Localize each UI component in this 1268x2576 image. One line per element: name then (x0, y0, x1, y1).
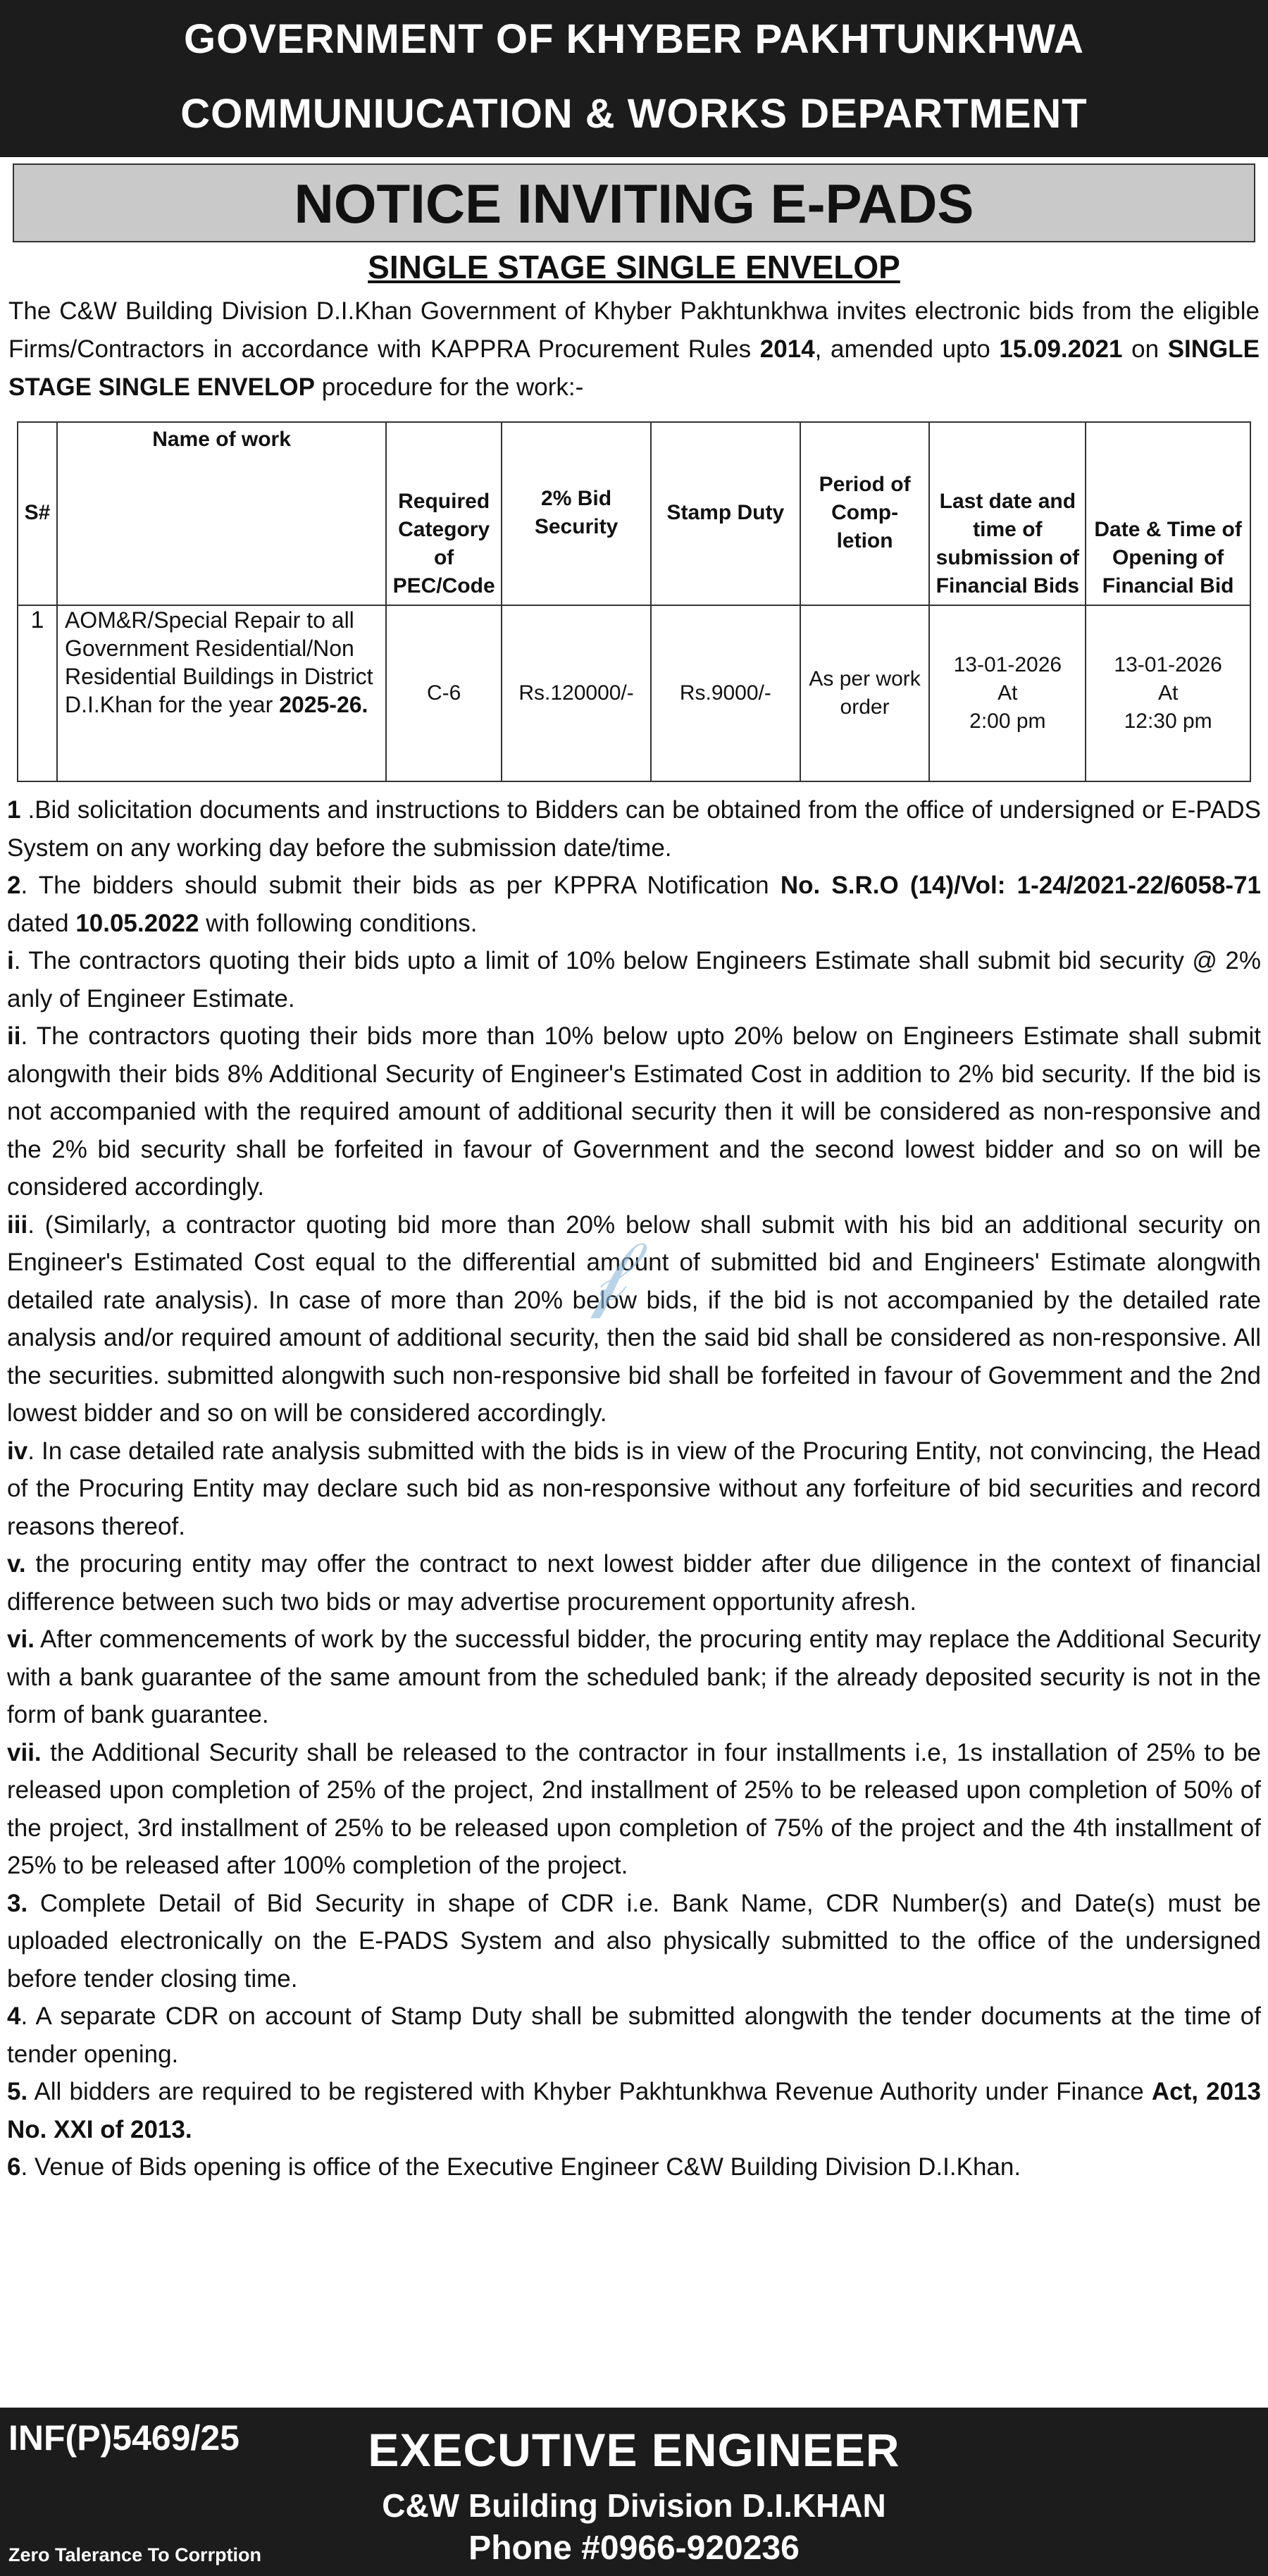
watermark-logo: 𝒻 (590, 1222, 628, 1320)
cell-opening (1086, 605, 1250, 781)
clause-number: 2 (7, 872, 21, 899)
cell-bid-security: Rs.120000/- (502, 605, 651, 781)
work-year: 2025-26. (279, 692, 368, 717)
clause-text: All bidders are required to be registered with Khyber Pakhtunkhwa Revenue Authority under Finance (27, 2078, 1152, 2105)
table-header-row (18, 422, 1250, 605)
signatory-title: EXECUTIVE ENGINEER (368, 2424, 900, 2476)
last-date: 13-01-2026 (953, 653, 1062, 676)
inf-number: INF(P)5469/25 (8, 2418, 240, 2458)
open-at: At (1157, 681, 1179, 705)
cell-category: C-6 (386, 605, 502, 781)
clause-vii (7, 1734, 1261, 1885)
clause-number: iii (7, 1210, 28, 1239)
col-header-opening: Date & Time of Opening of Financial Bid (1086, 422, 1250, 605)
clause-text: the procuring entity may offer the contract to next lowest bidder after due diligence in the context of financial difference between such two bids or may advertise procurement opportunity afresh. (7, 1550, 1261, 1616)
government-heading: GOVERNMENT OF KHYBER PAKHTUNKHWA (184, 16, 1084, 62)
clause-ii (7, 1017, 1261, 1206)
rules-year: 2014 (759, 335, 815, 363)
intro-text: procedure for the work:- (314, 373, 584, 401)
col-header-stamp-duty: Stamp Duty (651, 422, 800, 605)
clause-5 (7, 2073, 1261, 2148)
clause-number: 1 (7, 796, 21, 824)
clause-text: . In case detailed rate analysis submitted with the bids is in view of the Procuring Entity, not convincing, the Head of the Procuring Entity may declare such bid as non-responsive without any forfeiture of bid securities and record reasons thereof. (7, 1437, 1261, 1540)
col-header-bid-security: 2% Bid Security (502, 422, 651, 605)
clause-number: vi. (7, 1626, 35, 1653)
notification-ref: No. S.R.O (14)/Vol: 1-24/2021-22/6058-71 (780, 872, 1261, 899)
clause-number: v. (7, 1550, 26, 1578)
department-heading: COMMUNIUCATION & WORKS DEPARTMENT (180, 91, 1088, 137)
clause-text: . A separate CDR on account of Stamp Duty shall be submitted alongwith the tender documents at the time of tender opening. (7, 2002, 1261, 2068)
clause-number: i (7, 947, 14, 974)
clause-number: 5. (7, 2078, 28, 2105)
clause-iv (7, 1432, 1261, 1546)
clause-number: 4 (7, 2002, 21, 2030)
cell-sn: 1 (18, 605, 57, 781)
clause-text: . The bidders should submit their bids as per KPPRA Notification (20, 872, 781, 899)
clause-text: . (Similarly, a contractor quoting bid more than 20% below shall submit with his bid an additional security on Engineer's Estimated Cost equal to the differential amount of submitted bid and Engineers' Estimate alongwith detailed rate analysis). In case of more than 20% below bids, if the bid is not accompanied by the detailed rate analysis and/or required amount of additional security, then the said bid shall be considered as non-responsive. All the securities. submitted alongwith such non-responsive bid shall be forfeited in favour of Govemment and the 2nd lowest bidder and so on will be considered accordingly. (7, 1210, 1261, 1427)
clause-number: vii. (7, 1738, 42, 1766)
phone-number: Phone #0966-920236 (468, 2529, 800, 2567)
intro-paragraph (8, 292, 1260, 407)
works-table (17, 421, 1251, 782)
clause-text: . The contractors quoting their bids upto a limit of 10% below Engineers Estimate shall submit bid security @ 2% anly of Engineer Estimate. (7, 947, 1261, 1013)
slogan: Zero Talerance To Corrption (8, 2544, 262, 2565)
procedure-name: SINGLE STAGE SINGLE ENVELOP (8, 335, 1260, 401)
clause-4 (7, 1998, 1261, 2073)
clause-2 (7, 867, 1261, 942)
header-banner (0, 0, 1268, 157)
open-date: 13-01-2026 (1114, 653, 1222, 676)
clause-text: .Bid solicitation documents and instructions to Bidders can be obtained from the office of undersigned or E-PADS System on any working day before the submission date/time. (7, 796, 1261, 862)
clause-number: 6 (7, 2153, 21, 2181)
table-row (18, 605, 1250, 781)
clause-number: iv (7, 1437, 28, 1465)
open-time: 12:30 pm (1124, 710, 1212, 733)
col-header-name-of-work: Name of work (57, 422, 386, 605)
clause-vi (7, 1621, 1261, 1734)
clause-1 (7, 791, 1261, 867)
cell-period: As per work order (800, 605, 930, 781)
cell-last-date (929, 605, 1086, 781)
work-name: AOM&R/Special Repair to all Government Residential/Non Residential Buildings in District D.I.Khan for the year (64, 607, 373, 717)
clause-i (7, 942, 1261, 1017)
clause-text: Complete Detail of Bid Security in shape of CDR i.e. Bank Name, CDR Number(s) and Date(s) must be uploaded electronically on the E-PADS System and also physically submitted to the office of the undersigned before tender closing time. (7, 1889, 1261, 1993)
col-header-sn: S# (18, 422, 57, 605)
clause-number: 3. (7, 1889, 28, 1917)
intro-text: on (1122, 335, 1168, 363)
notification-date: 10.05.2022 (75, 909, 199, 937)
col-header-period: Period of Comp-letion (800, 422, 930, 605)
conditions-body (7, 791, 1261, 2186)
clause-3 (7, 1885, 1261, 1998)
cell-name-of-work (57, 605, 386, 781)
last-time: 2:00 pm (969, 710, 1046, 733)
division-name: C&W Building Division D.I.KHAN (382, 2487, 886, 2524)
amended-date: 15.09.2021 (999, 335, 1123, 363)
clause-v (7, 1545, 1261, 1621)
clause-number: ii (7, 1022, 21, 1050)
procedure-subtitle: SINGLE STAGE SINGLE ENVELOP (368, 249, 900, 285)
col-header-last-date: Last date and time of submission of Financial Bids (929, 422, 1086, 605)
clause-text: the Additional Security shall be released to the contractor in four installments i.e, 1s installation of 25% to be released upon completion of 25% of the project, 2nd installment of 25% to be released upon completion of 50% of the project, 3rd installment of 25% to be released upon completion of 75% of the project and the 4th installment of 25% to be released after 100% completion of the project. (7, 1738, 1261, 1879)
intro-text: , amended upto (814, 335, 1000, 363)
clause-text: . Venue of Bids opening is office of the Executive Engineer C&W Building Division D.I.Khan. (20, 2153, 1021, 2181)
clause-6 (7, 2148, 1261, 2186)
intro-text: The C&W Building Division D.I.Khan Government of Khyber Pakhtunkhwa invites electronic bids from the eligible Firms/Contractors in accordance with KAPPRA Procurement Rules (8, 297, 1260, 363)
footer-banner (0, 2408, 1268, 2576)
cell-stamp-duty: Rs.9000/- (651, 605, 800, 781)
clause-text: After commencements of work by the successful bidder, the procuring entity may replace the Additional Security with a bank guarantee of the same amount from the scheduled bank; if the already deposited security is not in the form of bank guarantee. (7, 1626, 1261, 1728)
col-header-category: Required Category of PEC/Code (386, 422, 502, 605)
last-at: At (997, 681, 1018, 705)
notice-title: NOTICE INVITING E-PADS (13, 163, 1255, 242)
clause-text: . The contractors quoting their bids more than 10% below upto 20% below on Engineers Estimate shall submit alongwith their bids 8% Additional Security of Engineer's Estimated Cost in addition to 2% bid security. If the bid is not accompanied with the required amount of additional security then it will be considered as non-responsive and the 2% bid security shall be forfeited in favour of Government and the second lowest bidder and so on will be considered accordingly. (7, 1022, 1261, 1201)
clause-text: dated (7, 909, 76, 937)
clause-text: with following conditions. (199, 909, 478, 937)
finance-act: Act, 2013 No. XXI of 2013. (7, 2078, 1261, 2143)
